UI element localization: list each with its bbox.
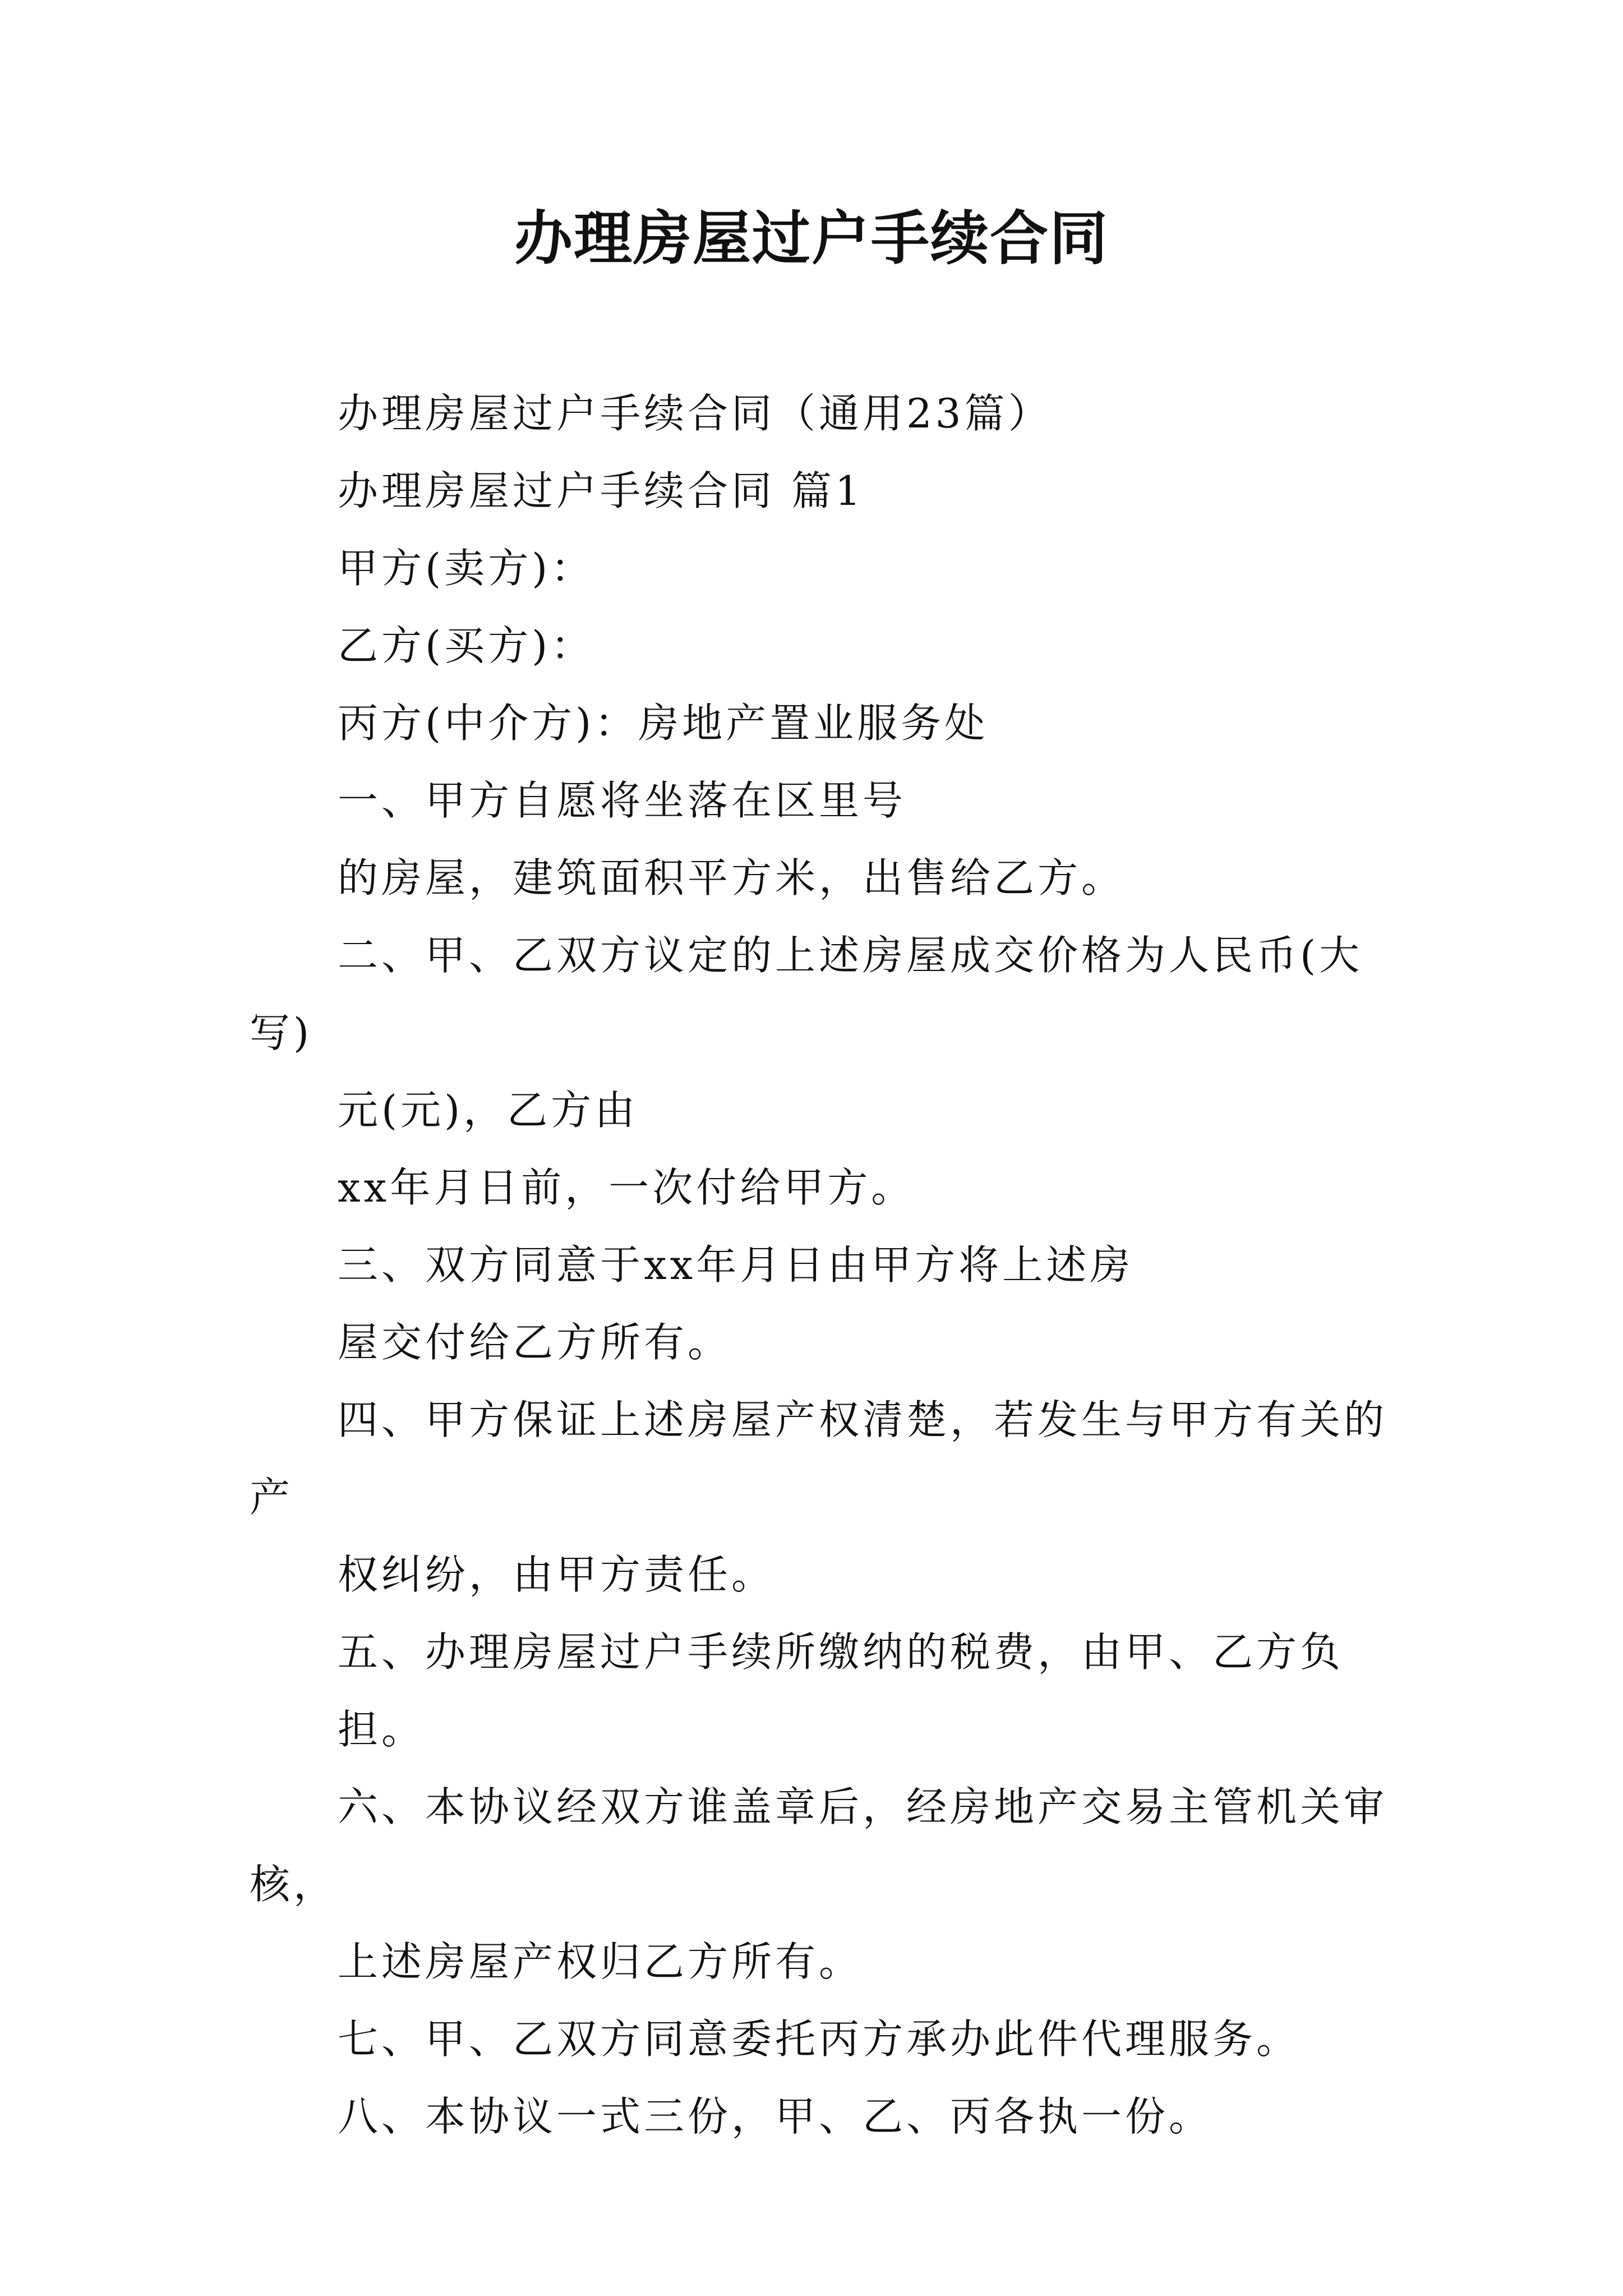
clause-4-line-2: 权纠纷，由甲方责任。 — [338, 1551, 776, 1598]
clause-4-line-1: 四、甲方保证上述房屋产权清楚，若发生与甲方有关的 — [338, 1396, 1388, 1443]
paragraph-party-b: 乙方(买方)： — [338, 622, 595, 669]
clause-3-line-1: 三、双方同意于xx年月日由甲方将上述房 — [338, 1241, 1134, 1289]
document-title: 办理房屋过户手续合同 — [514, 204, 1109, 273]
document-body — [250, 375, 1388, 2155]
clause-5: 五、办理房屋过户手续所缴纳的税费，由甲、乙方负担。 — [338, 1628, 1344, 1753]
clause-3-line-2: 屋交付给乙方所有。 — [338, 1319, 732, 1366]
clause-7: 七、甲、乙双方同意委托丙方承办此件代理服务。 — [338, 2016, 1301, 2063]
clause-1-line-2: 的房屋，建筑面积平方米，出售给乙方。 — [338, 854, 1126, 901]
clause-6-line-2: 上述房屋产权归乙方所有。 — [338, 1938, 863, 1985]
paragraph-section-heading: 办理房屋过户手续合同 篇1 — [338, 467, 864, 514]
paragraph-party-a: 甲方(卖方)： — [338, 545, 595, 592]
clause-2-wrap: 写) — [250, 1009, 313, 1056]
clause-2-line-3: xx年月日前，一次付给甲方。 — [338, 1164, 915, 1211]
clause-2-line-2: 元(元)，乙方由 — [338, 1087, 639, 1134]
clause-1-line-1: 一、甲方自愿将坐落在区里号 — [338, 777, 907, 824]
clause-8: 八、本协议一式三份，甲、乙、丙各执一份。 — [338, 2093, 1213, 2140]
paragraph-party-c: 丙方(中介方)：房地产置业服务处 — [338, 700, 989, 747]
paragraph-subtitle: 办理房屋过户手续合同（通用23篇） — [338, 390, 1052, 437]
clause-4-wrap: 产 — [250, 1474, 294, 1521]
clause-2-line-1: 二、甲、乙双方议定的上述房屋成交价格为人民币(大 — [338, 932, 1363, 979]
clause-6-line-1: 六、本协议经双方谁盖章后，经房地产交易主管机关审 — [338, 1783, 1388, 1830]
clause-6-wrap: 核， — [250, 1861, 338, 1908]
